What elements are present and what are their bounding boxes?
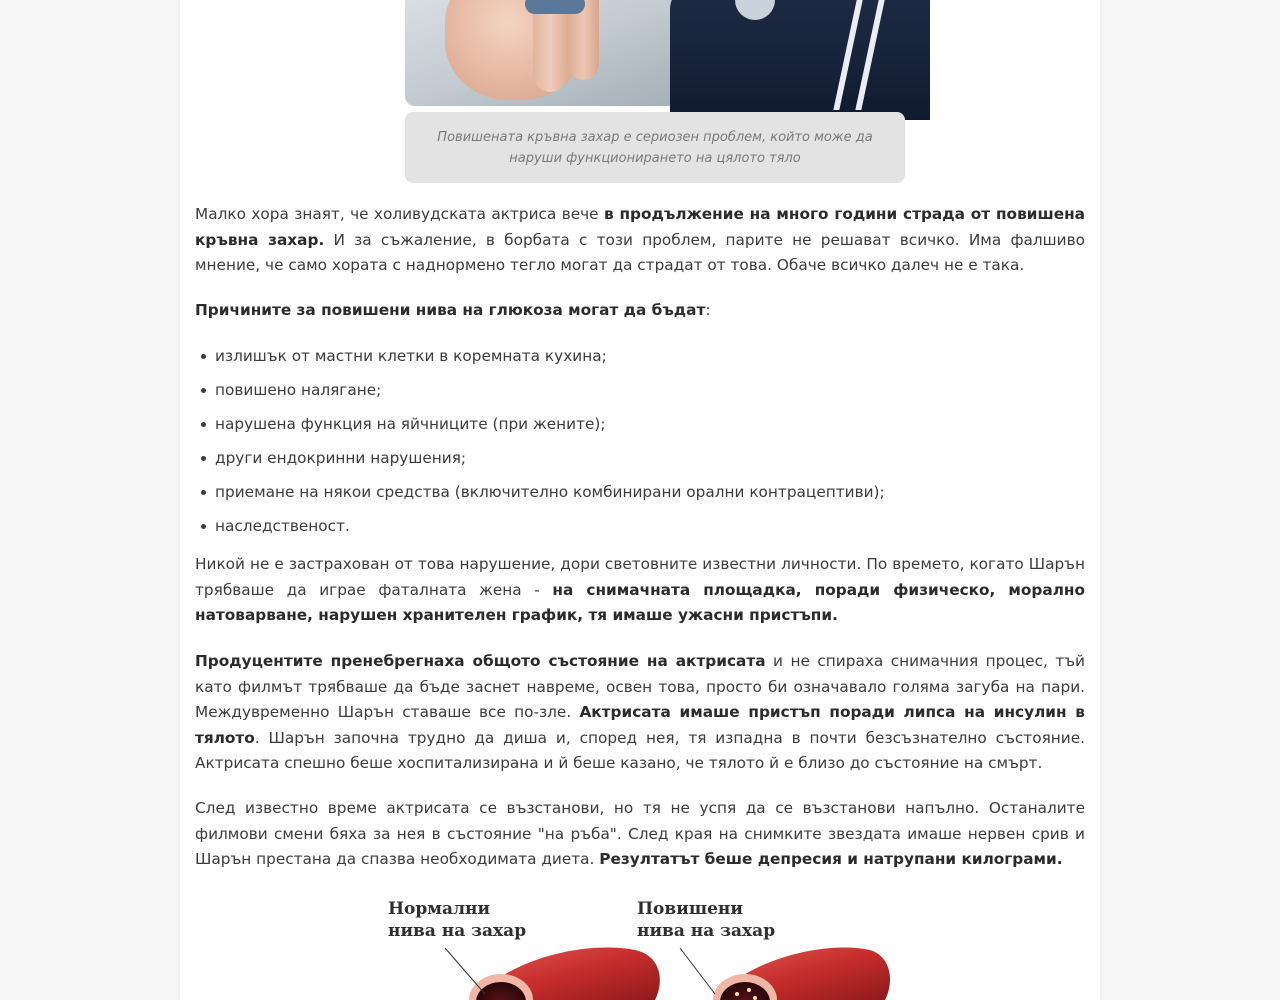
glucose-meter-shape	[525, 0, 585, 14]
list-item: повишено налягане;	[215, 376, 1105, 410]
normal-sugar-label: Нормални нива на захар	[388, 899, 527, 941]
list-item: приемане на някои средства (включително комбинирани орални контрацептиви);	[215, 478, 1105, 512]
list-item: други ендокринни нарушения;	[215, 444, 1105, 478]
blood-vessel-illustration	[388, 890, 885, 1000]
paragraph-recovery: След известно време актрисата се възстанови, но тя не успя да се възстанови напълно. Останалите филмови смени бяха за нея в състояние "на ръба". След края на снимките звездата имаше нервен срив и Шарън престана да спазва необходимата диета. Резултатът беше депресия и натрупани килограми.	[195, 799, 1085, 868]
hero-photo	[405, 0, 905, 106]
paragraph-producers: Продуцентите пренебрегнаха общото състояние на актрисата и не спираха снимачния процес, тъй като филмът трябваше да бъде заснет навреме, освен това, просто би означавало голяма загуба на пари. Междувременно Шарън ставаше все по-зле. Актрисата имаше пристъп поради липса на инсулин в тялото. Шарън започна трудно да диша и, според нея, тя изпадна в почти безсъзнателно състояние. Актрисата спешно беше хоспитализирана и й беше казано, че тялото й е близо до състояние на смърт.	[195, 652, 1085, 772]
high-sugar-label: Повишени нива на захар	[637, 899, 776, 941]
list-item: наследственост.	[215, 512, 1105, 546]
paragraph-set: Никой не е застрахован от това нарушение, дори световните известни личности. По времето, когато Шарън трябваше да играе фаталната жена - на снимачната площадка, поради физическо, морално натоварване, нарушен хранителен график, тя имаше ужасни пристъпи.	[195, 555, 1085, 624]
jacket-sleeve-shape	[670, 0, 930, 120]
list-item: излишък от мастни клетки в коремната кухина;	[215, 342, 1105, 376]
paragraph-intro: Малко хора знаят, че холивудската актриса вече в продължение на много години страда от повишена кръвна захар. И за съжаление, в борбата с този проблем, парите не решават всичко. Има фалшиво мнение, че само хората с наднормено тегло могат да страдат от това. Обаче всичко далеч не е така.	[195, 205, 1085, 274]
article-page	[180, 0, 1100, 1000]
causes-list	[195, 342, 1105, 546]
list-item: нарушена функция на яйчниците (при жените);	[215, 410, 1105, 444]
image-caption: Повишената кръвна захар е сериозен проблем, който може да наруши функционирането на цялото тяло	[405, 112, 905, 183]
causes-heading: Причините за повишени нива на глюкоза могат да бъдат:	[195, 301, 711, 319]
